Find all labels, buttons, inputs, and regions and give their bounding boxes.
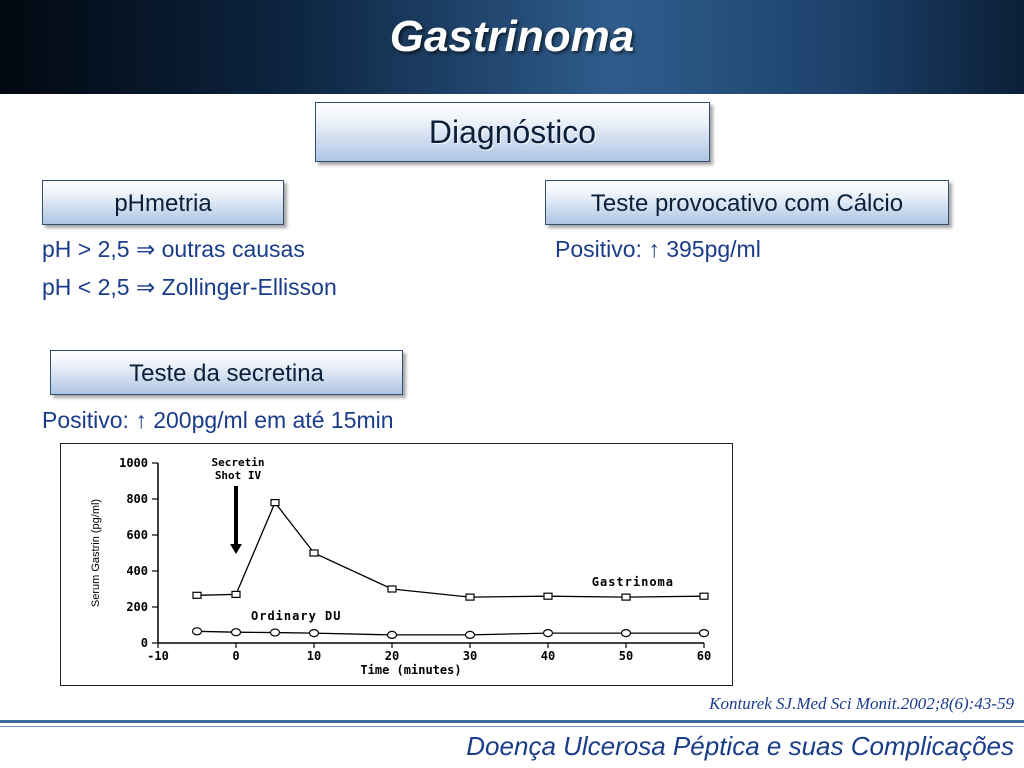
footer-rule	[0, 720, 1024, 723]
footer-text: Doença Ulcerosa Péptica e suas Complicações	[466, 731, 1014, 761]
citation: Konturek SJ.Med Sci Monit.2002;8(6):43-59	[709, 694, 1014, 713]
x-axis-label: Time (minutes)	[360, 663, 462, 677]
series-label: Gastrinoma	[591, 575, 674, 590]
phmetria-line-2: pH < 2,5 ⇒ Zollinger-Ellisson	[42, 274, 337, 300]
data-point	[544, 630, 553, 637]
data-point	[622, 630, 631, 637]
y-axis-label: Serum Gastrin (pg/ml)	[90, 498, 102, 608]
x-tick-label: 20	[384, 649, 400, 663]
data-point	[271, 629, 280, 636]
x-tick-label: -10	[147, 649, 169, 663]
title-bar	[0, 0, 1024, 94]
x-tick-label: 10	[306, 649, 322, 663]
section-title-box: Diagnóstico	[315, 102, 710, 162]
data-point	[388, 586, 396, 592]
annotation-label: Secretin	[211, 456, 265, 469]
data-point	[388, 631, 397, 638]
x-tick-label: 30	[462, 649, 478, 663]
series-label: Ordinary DU	[251, 609, 342, 624]
secretina-label: Teste da secretina	[50, 350, 403, 395]
y-tick-label: 1000	[119, 456, 148, 470]
gastrin-chart-svg	[61, 444, 734, 687]
data-point	[622, 594, 630, 600]
data-point	[310, 630, 319, 637]
data-point	[232, 591, 240, 597]
data-point	[310, 550, 318, 556]
x-tick-label: 40	[540, 649, 556, 663]
data-point	[466, 594, 474, 600]
calcio-result: Positivo: ↑ 395pg/ml	[555, 236, 761, 262]
data-point	[193, 628, 202, 635]
y-tick-label: 800	[126, 492, 148, 506]
x-tick-label: 60	[696, 649, 712, 663]
y-tick-label: 600	[126, 528, 148, 542]
data-point	[466, 631, 475, 638]
x-tick-label: 50	[618, 649, 634, 663]
x-tick-label: 0	[232, 649, 240, 663]
slide-title: Gastrinoma	[389, 12, 635, 61]
data-point	[700, 630, 709, 637]
data-point	[271, 500, 279, 506]
footer-rule-thin	[0, 726, 1024, 727]
secretina-result: Positivo: ↑ 200pg/ml em até 15min	[42, 407, 394, 433]
data-point	[232, 629, 241, 636]
data-point	[700, 593, 708, 599]
data-point	[193, 592, 201, 598]
phmetria-label: pHmetria	[42, 180, 284, 225]
gastrin-chart	[60, 443, 733, 686]
y-tick-label: 400	[126, 564, 148, 578]
y-tick-label: 200	[126, 600, 148, 614]
annotation-arrow-head	[230, 544, 242, 554]
annotation-label: Shot IV	[214, 469, 262, 482]
phmetria-line-1: pH > 2,5 ⇒ outras causas	[42, 236, 305, 262]
calcio-test-label: Teste provocativo com Cálcio	[545, 180, 949, 225]
y-tick-label: 0	[140, 636, 148, 650]
data-point	[544, 593, 552, 599]
